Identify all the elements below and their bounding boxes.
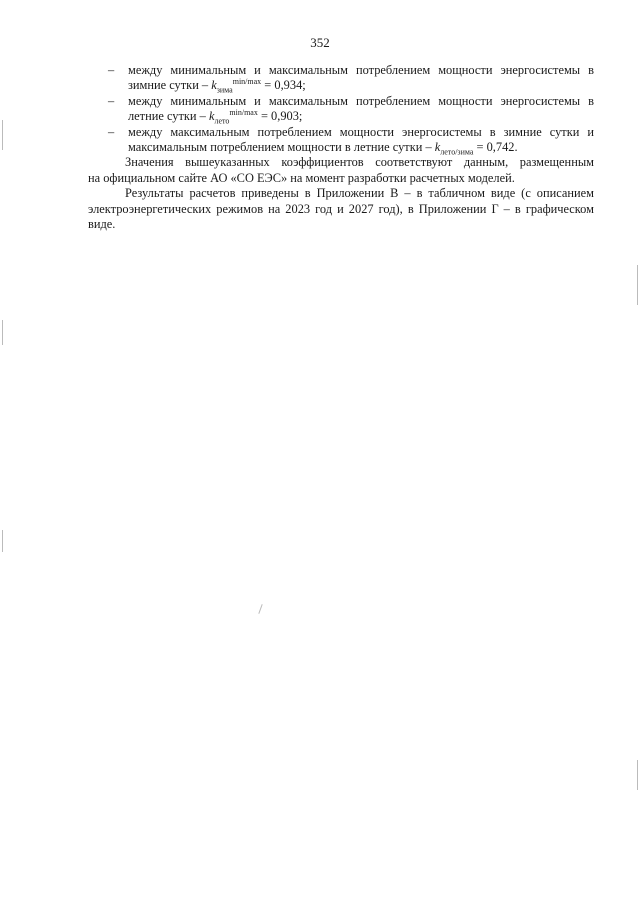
paragraph xyxy=(88,186,594,232)
scan-mark xyxy=(2,530,3,552)
scan-mark xyxy=(2,120,3,150)
coefficient-superscript: min/max xyxy=(232,77,262,87)
coefficient-symbol: k xyxy=(211,78,217,93)
scan-mark xyxy=(637,265,638,305)
document-body xyxy=(88,63,594,232)
list-item-text: между минимальным и максимальным потреблением мощности энергосистемы в xyxy=(128,93,594,108)
coefficient-superscript: min/max xyxy=(229,108,258,118)
paragraph-line: Результаты расчетов приведены в Приложении В – в табличном виде (с описанием xyxy=(125,186,594,201)
page-number: 352 xyxy=(310,35,330,50)
scan-mark xyxy=(637,760,638,790)
coefficient-symbol: k xyxy=(208,109,215,124)
paragraph-line: виде. xyxy=(88,217,116,232)
list-dash: – xyxy=(108,124,115,139)
list-item-text: максимальным потреблением мощности в летние сутки – xyxy=(128,140,432,155)
paragraph xyxy=(88,155,594,186)
list-dash: – xyxy=(108,93,115,108)
paragraph-line: электроэнергетических режимов на 2023 год и 2027 год), в Приложении Г – в графическом xyxy=(88,201,594,216)
scan-mark xyxy=(2,320,3,345)
paragraph-line: Значения вышеуказанных коэффициентов соответствуют данным, размещенным xyxy=(125,155,594,170)
list-item-text: летние сутки – xyxy=(128,109,206,124)
coefficient-subscript: лето/зима xyxy=(440,147,474,157)
coefficient-value: = 0,903; xyxy=(260,109,303,124)
coefficient-symbol: k xyxy=(434,140,441,155)
list-item-text: между минимальным и максимальным потреблением мощности энергосистемы в xyxy=(128,63,594,77)
list-item xyxy=(88,94,594,125)
list-dash: – xyxy=(108,63,115,77)
coefficient-value: = 0,742. xyxy=(476,140,518,155)
paragraph-line: на официальном сайте АО «СО ЕЭС» на момент разработки расчетных моделей. xyxy=(88,170,515,185)
list-item-text: между максимальным потреблением мощности энергосистемы в зимние сутки и xyxy=(128,124,594,139)
list-item xyxy=(88,125,594,156)
coefficient-subscript: лето xyxy=(214,116,230,126)
coefficient-value: = 0,934; xyxy=(264,78,306,93)
coefficient-subscript: зима xyxy=(216,85,233,95)
list-item xyxy=(88,63,594,94)
list-item-text: зимние сутки – xyxy=(128,78,209,93)
scan-mark xyxy=(258,604,262,614)
